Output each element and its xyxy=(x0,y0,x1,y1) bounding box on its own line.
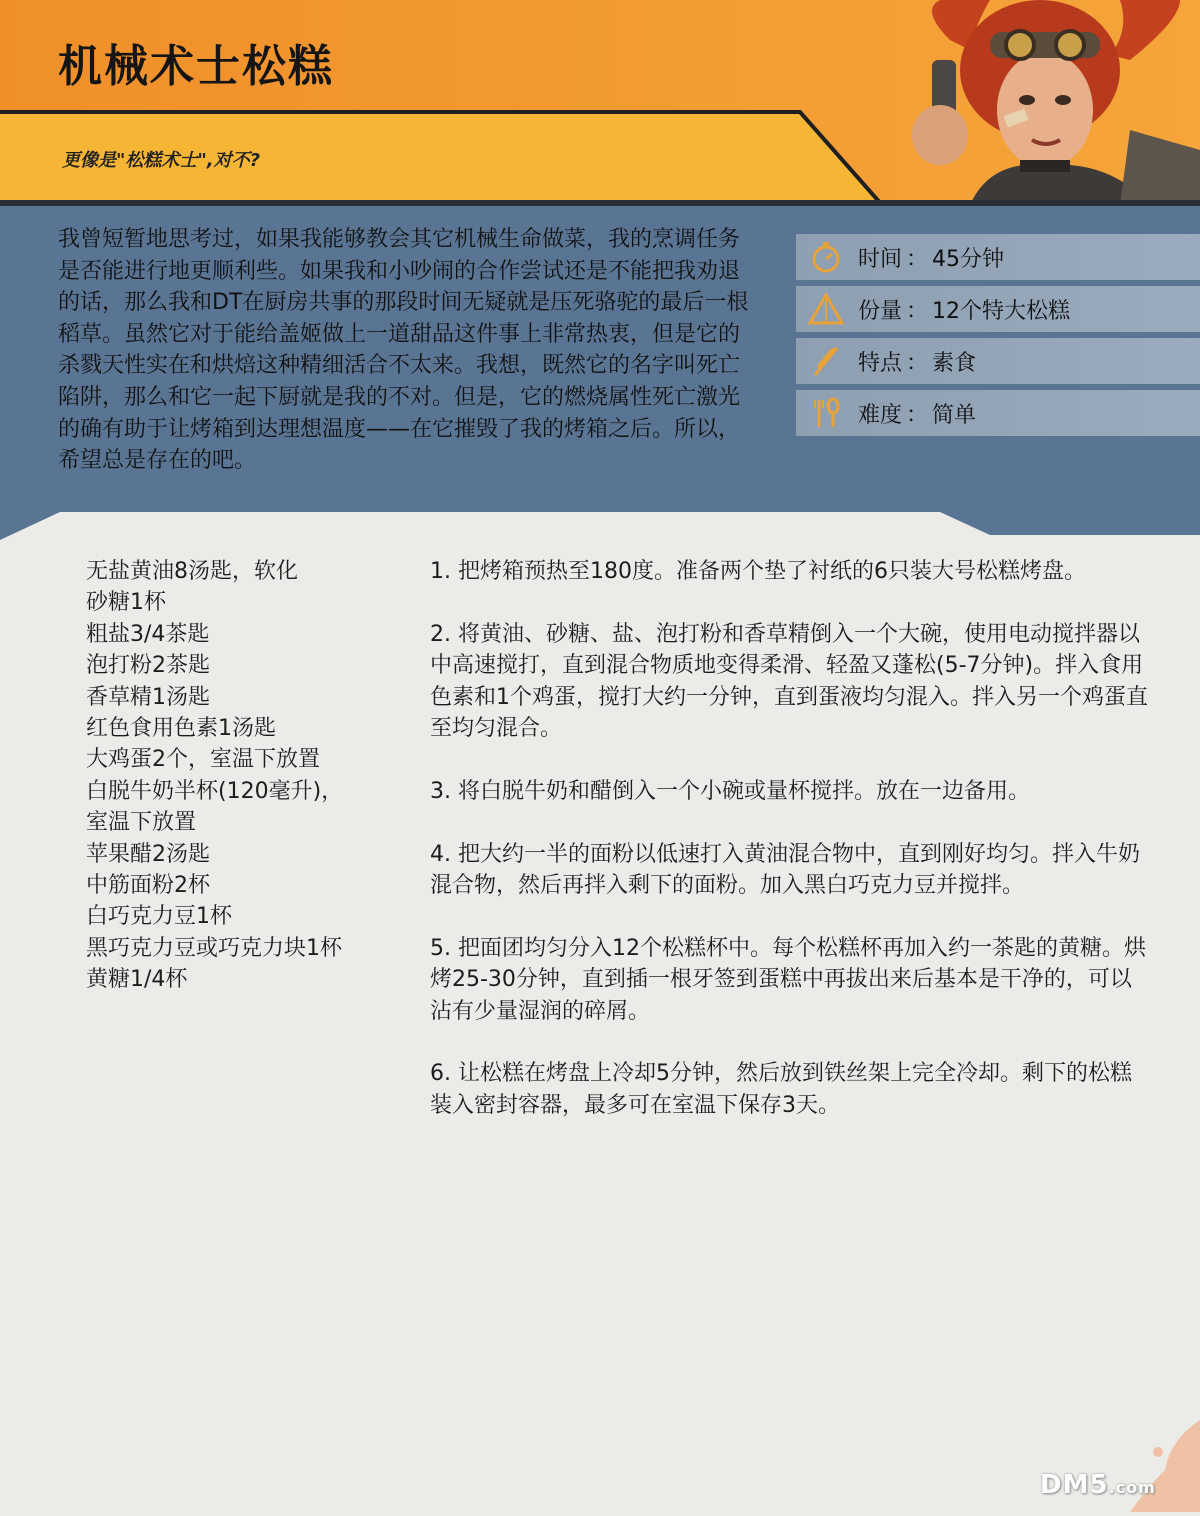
instruction-step: 2. 将黄油、砂糖、盐、泡打粉和香草精倒入一个大碗，使用电动搅拌器以中高速搅打，直到混合物质地变得柔滑、轻盈又蓬松(5-7分钟)。拌入食用色素和1个鸡蛋，搅打大约一分钟，直到蛋液均匀混入。拌入另一个鸡蛋直至均匀混合。 xyxy=(430,621,1148,742)
ingredient-item: 大鸡蛋2个，室温下放置 xyxy=(86,747,320,773)
info-row-difficulty xyxy=(796,390,1200,436)
info-label: 难度 xyxy=(858,402,903,428)
info-label: 特点 xyxy=(858,350,903,376)
info-row-time xyxy=(796,234,1200,280)
intro-text: 我曾短暂地思考过，如果我能够教会其它机械生命做菜，我的烹调任务是否能进行地更顺利些。如果我和小吵闹的合作尝试还是不能把我劝退的话，那么我和DT在厨房共事的那段时间无疑就是压死骆驼的最后一根稻草。虽然它对于能给盖姬做上一道甜品这件事上非常热衷，但是它的杀戮天性实在和烘焙这种精细活合不太来。我想，既然它的名字叫死亡陷阱，那么和它一起下厨就是我的不对。但是，它的燃烧属性死亡激光的确有助于让烤箱到达理想温度——在它摧毁了我的烤箱之后。所以，希望总是存在的吧。 xyxy=(58,227,749,474)
ingredient-item: 黄糖1/4杯 xyxy=(86,967,188,993)
ingredient-item: 粗盐3/4茶匙 xyxy=(86,621,210,647)
pyramid-icon xyxy=(804,287,848,331)
info-value: 12个特大松糕 xyxy=(932,298,1071,324)
info-value: 45分钟 xyxy=(932,246,1005,272)
ingredient-item: 黑巧克力豆或巧克力块1杯 xyxy=(86,935,342,961)
ingredient-item: 中筋面粉2杯 xyxy=(86,873,210,899)
info-value: 简单 xyxy=(932,402,977,428)
instruction-step: 3. 将白脱牛奶和醋倒入一个小碗或量杯搅拌。放在一边备用。 xyxy=(430,778,1030,804)
ingredient-item: 香草精1汤匙 xyxy=(86,684,210,710)
info-row-feature xyxy=(796,338,1200,384)
ingredient-item: 白巧克力豆1杯 xyxy=(86,904,232,930)
ingredient-item: 泡打粉2茶匙 xyxy=(86,653,210,679)
instruction-step: 5. 把面团均匀分入12个松糕杯中。每个松糕杯再加入约一茶匙的黄糖。烘烤25-30分钟，直到插一根牙签到蛋糕中再拔出来后基本是干净的，可以沾有少量湿润的碎屑。 xyxy=(430,935,1146,1024)
recipe-title: 机械术士松糕 xyxy=(58,41,334,92)
ingredient-item: 白脱牛奶半杯(120毫升)， xyxy=(86,778,344,804)
info-row-servings xyxy=(796,286,1200,332)
ingredient-item: 苹果醋2汤匙 xyxy=(86,841,210,867)
fork-spoon-icon xyxy=(804,391,848,435)
watermark-main: DM5 xyxy=(1040,1470,1109,1500)
info-separator: ： xyxy=(906,246,929,272)
site-watermark xyxy=(1040,1470,1156,1500)
instructions-list xyxy=(430,556,1150,1153)
ingredient-item: 室温下放置 xyxy=(86,810,197,836)
character-portrait xyxy=(880,0,1200,205)
wheat-icon xyxy=(804,339,848,383)
recipe-tagline: 更像是"松糕术士",对不? xyxy=(62,150,261,171)
info-label: 时间 xyxy=(858,246,903,272)
info-value: 素食 xyxy=(932,350,977,376)
ingredient-item: 无盐黄油8汤匙，软化 xyxy=(86,559,298,584)
watermark-suffix: .com xyxy=(1108,1478,1156,1497)
info-separator: ： xyxy=(906,298,929,324)
instruction-step: 4. 把大约一半的面粉以低速打入黄油混合物中，直到刚好均匀。拌入牛奶混合物，然后再拌入剩下的面粉。加入黑白巧克力豆并搅拌。 xyxy=(430,841,1140,899)
ingredient-item: 红色食用色素1汤匙 xyxy=(86,716,276,742)
info-separator: ： xyxy=(906,350,929,376)
ingredients-list xyxy=(86,556,343,996)
instruction-step: 1. 把烤箱预热至180度。准备两个垫了衬纸的6只装大号松糕烤盘。 xyxy=(430,559,1086,584)
ingredient-item: 砂糖1杯 xyxy=(86,590,166,616)
recipe-info-list xyxy=(796,234,1200,442)
stopwatch-icon xyxy=(804,235,848,279)
info-label: 份量 xyxy=(858,298,903,324)
instruction-step: 6. 让松糕在烤盘上冷却5分钟，然后放到铁丝架上完全冷却。剩下的松糕装入密封容器，最多可在室温下保存3天。 xyxy=(430,1061,1132,1118)
info-separator: ： xyxy=(906,402,929,428)
